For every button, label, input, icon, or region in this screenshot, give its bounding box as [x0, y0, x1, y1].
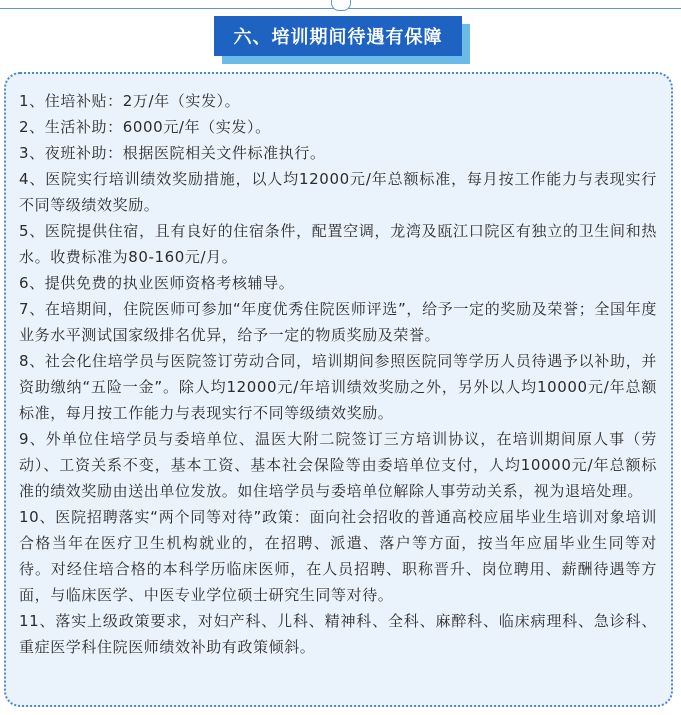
list-item: 1、住培补贴：2万/年（实发）。 [19, 92, 241, 110]
benefits-list [19, 88, 657, 660]
list-item: 4、医院实行培训绩效奖励措施，以人均12000元/年总额标准，每月按工作能力与表现实行不同等级绩效奖励。 [19, 170, 657, 214]
benefits-panel [4, 72, 673, 707]
list-item: 10、医院招聘落实“两个同等对待”政策：面向社会招收的普通高校应届毕业生培训对象培训合格当年在医疗卫生机构就业的，在招聘、派遣、落户等方面，按当年应届毕业生同等对待。对经住培合格的本科学历临床医师，在人员招聘、职称晋升、岗位聘用、薪酬待遇等方面，与临床医学、中医专业学位硕士研究生同等对待。 [19, 508, 657, 604]
list-item: 9、外单位住培学员与委培单位、温医大附二院签订三方培训协议，在培训期间原人事（劳动）、工资关系不变，基本工资、基本社会保险等由委培单位支付，人均10000元/年总额标准的绩效奖励由送出单位发放。如住培学员与委培单位解除人事劳动关系，视为退培处理。 [19, 430, 657, 500]
list-item: 7、在培期间，住院医师可参加“年度优秀住院医师评选”，给予一定的奖励及荣誉；全国年度业务水平测试国家级排名优异，给予一定的物质奖励及荣誉。 [19, 300, 657, 344]
section-title-banner [214, 16, 470, 64]
list-item: 3、夜班补助：根据医院相关文件标准执行。 [19, 144, 326, 162]
list-item: 5、医院提供住宿，且有良好的住宿条件，配置空调，龙湾及瓯江口院区有独立的卫生间和热水。收费标准为80-160元/月。 [19, 222, 657, 266]
top-divider-left [0, 8, 340, 9]
list-item: 6、提供免费的执业医师资格考核辅导。 [19, 274, 295, 292]
top-divider-right [344, 8, 681, 9]
divider-notch [331, 0, 351, 11]
list-item: 8、社会化住培学员与医院签订劳动合同，培训期间参照医院同等学历人员待遇予以补助，并资助缴纳“五险一金”。除人均12000元/年培训绩效奖励之外，另外以人均10000元/年总额标准，每月按工作能力与表现实行不同等级绩效奖励。 [19, 352, 657, 422]
list-item: 11、落实上级政策要求，对妇产科、儿科、精神科、全科、麻醉科、临床病理科、急诊科、重症医学科住院医师绩效补助有政策倾斜。 [19, 612, 657, 656]
section-title: 六、培训期间待遇有保障 [214, 16, 462, 56]
list-item: 2、生活补助：6000元/年（实发）。 [19, 118, 271, 136]
